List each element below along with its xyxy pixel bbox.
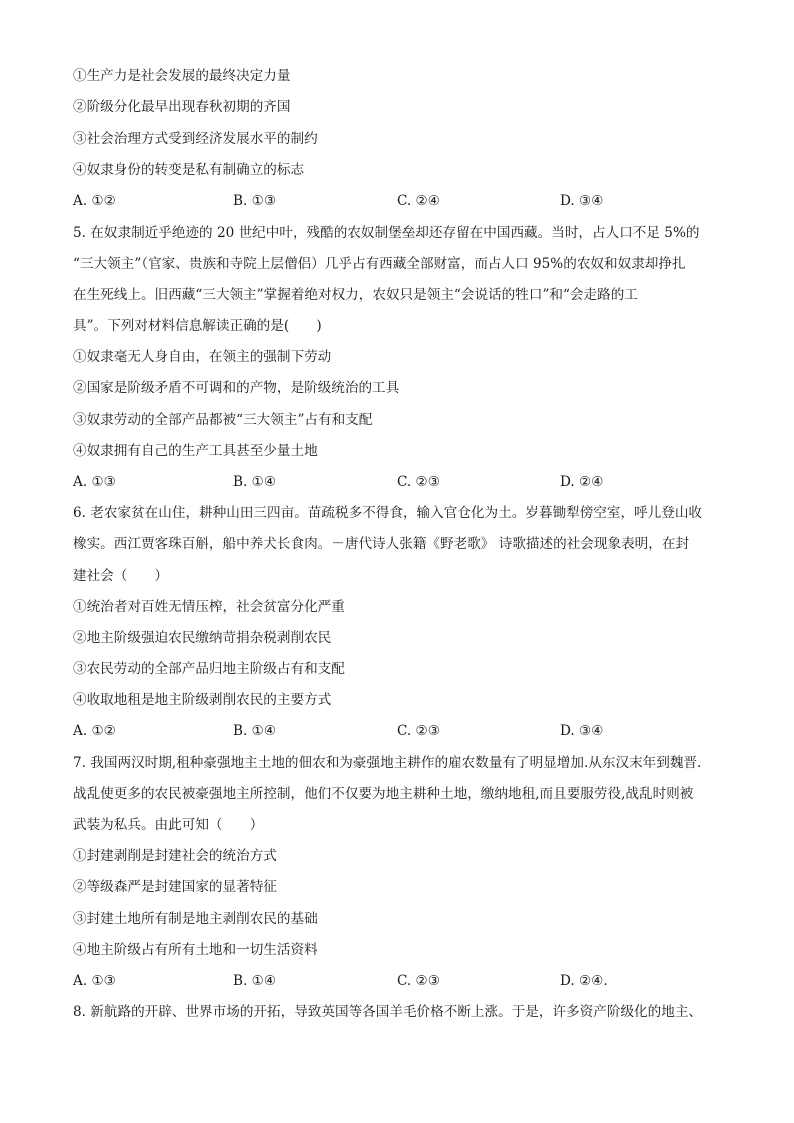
q7-option-a[interactable]: A. ①③ [73, 973, 116, 989]
q7-item-2: ②等级森严是封建国家的显著特征 [73, 879, 277, 895]
q6-item-1: ①统治者对百姓无情压榨，社会贫富分化严重 [73, 599, 345, 615]
q5-item-4: ④奴隶拥有自己的生产工具甚至少量土地 [73, 443, 318, 459]
q6-option-d[interactable]: D. ③④ [560, 723, 604, 739]
q4-options [73, 191, 733, 211]
q7-stem-line-1: 7. 我国两汉时期,租种豪强地主土地的佃农和为豪强地主耕作的雇农数量有了明显增加.从东汉末年到魏晋. [73, 755, 702, 771]
q6-option-c[interactable]: C. ②③ [397, 723, 440, 739]
q4-item-2: ②阶级分化最早出现春秋初期的齐国 [73, 99, 291, 115]
q6-item-4: ④收取地租是地主阶级剥削农民的主要方式 [73, 692, 332, 708]
q6-item-2: ②地主阶级强迫农民缴纳苛捐杂税剥削农民 [73, 630, 332, 646]
q4-option-a[interactable]: A. ①② [73, 193, 116, 209]
q4-option-c[interactable]: C. ②④ [397, 193, 440, 209]
q7-option-b[interactable]: B. ①④ [233, 973, 277, 989]
q5-item-2: ②国家是阶级矛盾不可调和的产物，是阶级统治的工具 [73, 380, 400, 396]
q5-option-c[interactable]: C. ②③ [397, 474, 440, 490]
q5-option-b[interactable]: B. ①④ [233, 474, 277, 490]
q7-options [73, 971, 733, 991]
q4-item-3: ③社会治理方式受到经济发展水平的制约 [73, 131, 318, 147]
q6-options [73, 721, 733, 741]
q7-item-1: ①封建剥削是封建社会的统治方式 [73, 848, 277, 864]
q7-stem-line-2: 战乱使更多的农民被豪强地主所控制，他们不仅要为地主耕种土地，缴纳地租,而且要服劳役,战乱时则被 [73, 786, 694, 802]
q5-item-1: ①奴隶毫无人身自由，在领主的强制下劳动 [73, 349, 332, 365]
q7-option-c[interactable]: C. ②③ [397, 973, 440, 989]
q4-item-4: ④奴隶身份的转变是私有制确立的标志 [73, 162, 305, 178]
q5-option-a[interactable]: A. ①③ [73, 474, 116, 490]
q8-stem-line-1: 8. 新航路的开辟、世界市场的开拓，导致英国等各国羊毛价格不断上涨。于是，许多资产阶级化的地主、 [73, 1004, 703, 1020]
q7-item-4: ④地主阶级占有所有土地和一切生活资料 [73, 942, 318, 958]
q5-stem-line-4: 具”。下列对材料信息解读正确的是( ) [73, 318, 322, 334]
q7-option-d[interactable]: D. ②④. [560, 973, 608, 989]
q4-item-1: ①生产力是社会发展的最终决定力量 [73, 68, 291, 84]
q6-stem-line-2: 橡实。西江贾客珠百斛，船中养犬长食肉。－唐代诗人张籍《野老歌》 诗歌描述的社会现象表明，在封 [73, 536, 690, 552]
q7-stem-line-3: 武装为私兵。由此可知（ ） [73, 817, 264, 833]
q5-stem-line-1: 5. 在奴隶制近乎绝迹的 20 世纪中叶，残酷的农奴制堡垒却还存留在中国西藏。当时，占人口不足 5%的 [73, 225, 700, 241]
q6-option-b[interactable]: B. ①④ [233, 723, 277, 739]
q4-option-d[interactable]: D. ③④ [560, 193, 604, 209]
q5-stem-line-2: “三大领主”（官家、贵族和寺院上层僧侣）几乎占有西藏全部财富，而占人口 95%的农奴和奴隶却挣扎 [73, 256, 686, 272]
q6-option-a[interactable]: A. ①② [73, 723, 116, 739]
q5-item-3: ③奴隶劳动的全部产品都被“三大领主”占有和支配 [73, 412, 373, 428]
q6-item-3: ③农民劳动的全部产品归地主阶级占有和支配 [73, 661, 345, 677]
q7-item-3: ③封建土地所有制是地主剥削农民的基础 [73, 911, 318, 927]
q5-stem-line-3: 在生死线上。旧西藏“三大领主”掌握着绝对权力，农奴只是领主“会说话的牲口”和“会走路的工 [73, 287, 638, 303]
q5-option-d[interactable]: D. ②④ [560, 474, 604, 490]
q5-options [73, 472, 733, 492]
q6-stem-line-1: 6. 老农家贫在山住，耕种山田三四亩。苗疏税多不得食，输入官仓化为土。岁暮锄犁傍空室，呼儿登山收 [73, 505, 703, 521]
q4-option-b[interactable]: B. ①③ [233, 193, 277, 209]
q6-stem-line-3: 建社会（ ） [73, 568, 169, 584]
